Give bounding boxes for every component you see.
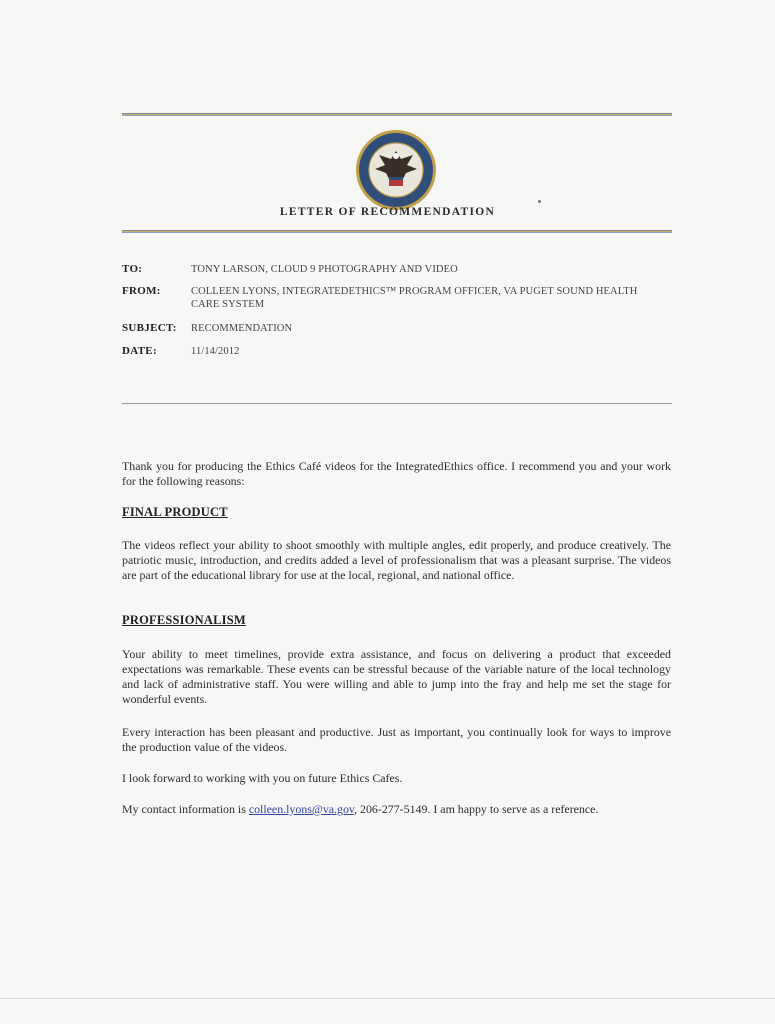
scan-edge	[0, 998, 775, 999]
contact-paragraph	[122, 802, 671, 817]
interaction-paragraph: Every interaction has been pleasant and productive. Just as important, you continually look for ways to improve the production value of the videos.	[122, 725, 671, 754]
heading-rule	[122, 230, 672, 233]
from-label: FROM:	[122, 285, 161, 297]
subject-label: SUBJECT:	[122, 322, 177, 334]
section-heading-professionalism: PROFESSIONALISM	[122, 613, 246, 627]
top-rule	[122, 113, 672, 116]
date-label: DATE:	[122, 345, 157, 357]
speck	[538, 200, 541, 203]
from-value: COLLEEN LYONS, INTEGRATEDETHICS™ PROGRAM OFFICER, VA PUGET SOUND HEALTH CARE SYSTEM	[191, 286, 638, 310]
contact-suffix: , 206-277-5149. I am happy to serve as a reference.	[354, 802, 599, 816]
intro-paragraph: Thank you for producing the Ethics Café videos for the IntegratedEthics office. I recommend you and your work for the following reasons:	[122, 459, 671, 488]
letter-title: LETTER OF RECOMMENDATION	[279, 206, 496, 218]
final-product-paragraph: The videos reflect your ability to shoot smoothly with multiple angles, edit properly, and produce creatively. The patriotic music, introduction, and credits added a level of professionalism that was a pleasant surprise. The videos are part of the educational library for use at the local, regional, and national office.	[122, 538, 671, 582]
section-heading-final-product: FINAL PRODUCT	[122, 505, 228, 519]
contact-prefix: My contact information is	[122, 802, 249, 816]
memo-divider	[122, 403, 672, 404]
subject-value: RECOMMENDATION	[191, 323, 293, 334]
closing-paragraph: I look forward to working with you on future Ethics Cafes.	[122, 771, 403, 785]
professionalism-paragraph: Your ability to meet timelines, provide extra assistance, and focus on delivering a product that exceeded expectations was remarkable. These events can be stressful because of the variable nature of the local technology and lack of administrative staff. You were willing and able to jump into the fray and help me set the stage for wonderful events.	[122, 647, 671, 706]
email-link[interactable]: colleen.lyons@va.gov	[248, 802, 355, 816]
va-seal-icon	[355, 129, 437, 211]
to-label: TO:	[122, 263, 143, 275]
to-value: TONY LARSON, CLOUD 9 PHOTOGRAPHY AND VIDEO	[191, 264, 458, 275]
date-value: 11/14/2012	[191, 346, 240, 357]
